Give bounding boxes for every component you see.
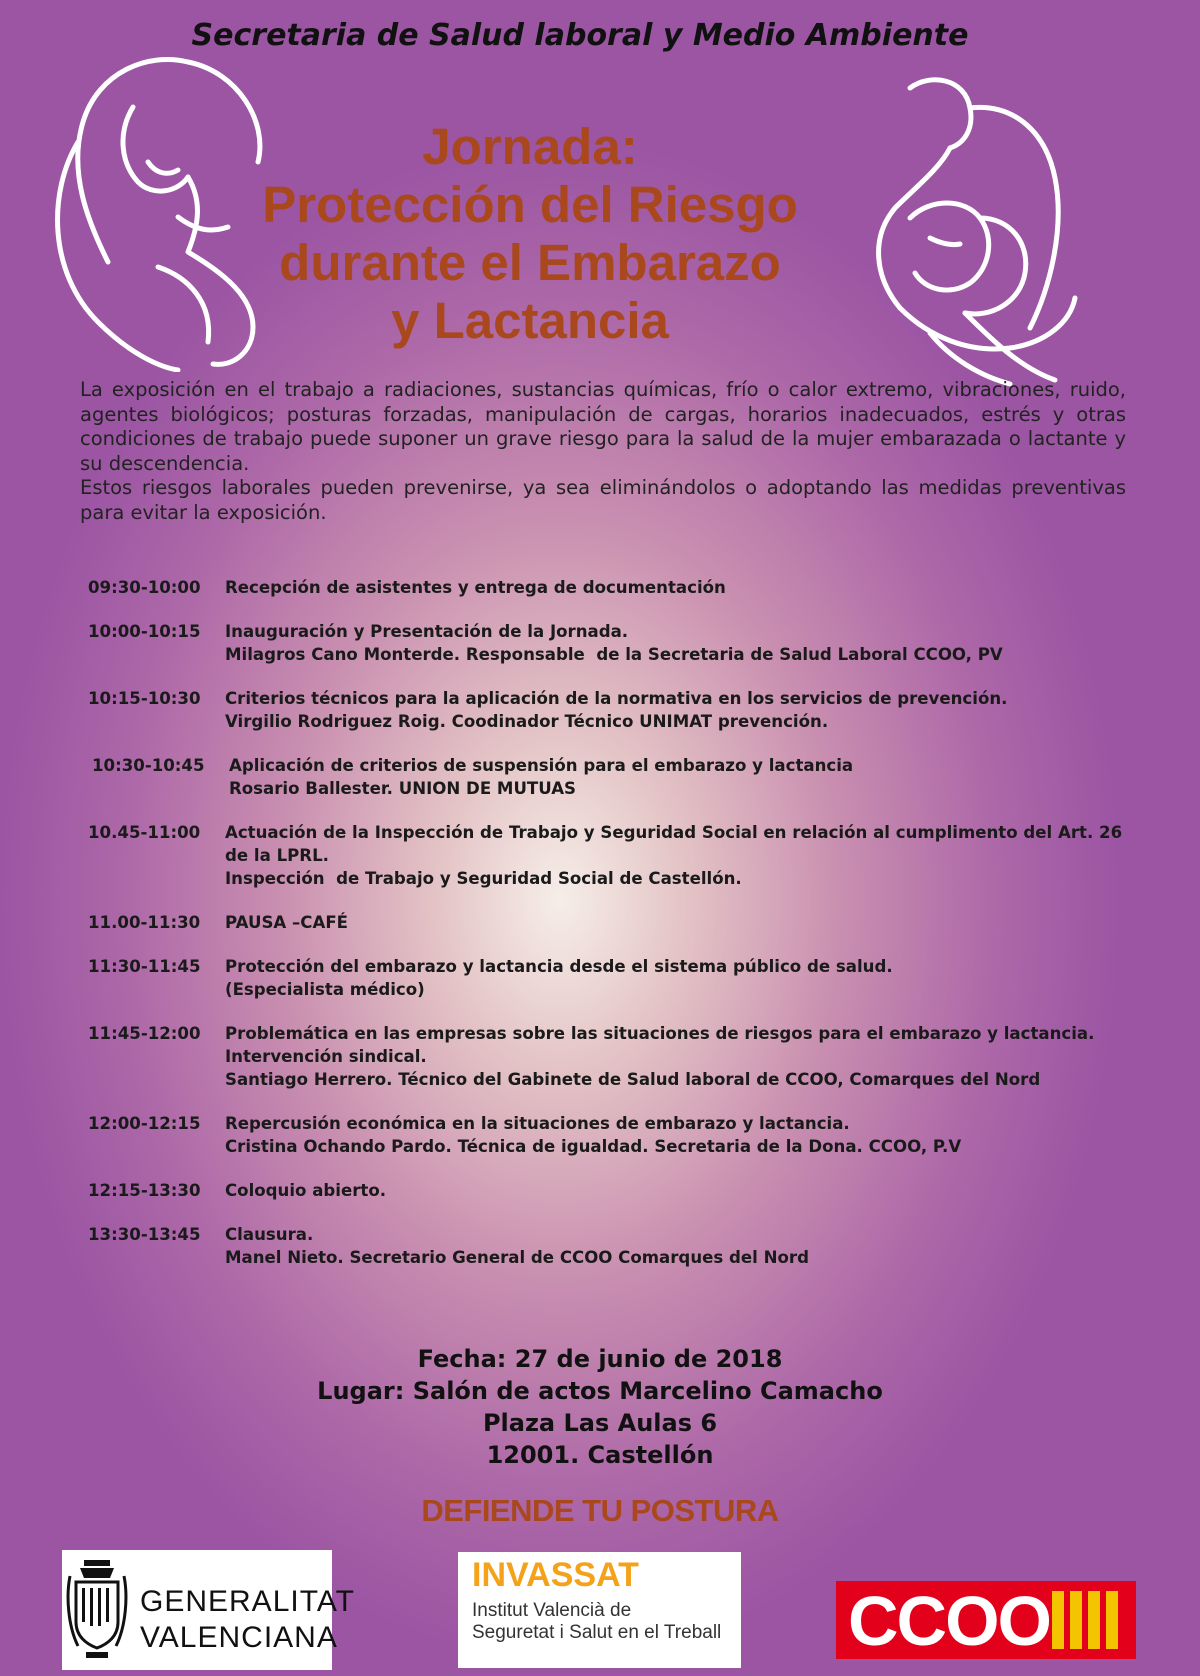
agenda-speaker: Manel Nieto. Secretario General de CCOO Comarques del Nord (225, 1248, 809, 1267)
title-line-2: Protección del Riesgo (262, 176, 798, 233)
title-line-3: durante el Embarazo (279, 234, 781, 291)
generalitat-valenciana-logo (62, 1550, 355, 1670)
agenda-title: Actuación de la Inspección de Trabajo y Seguridad Social en relación al cumplimento del Art. 26 de la LPRL. (225, 823, 1128, 865)
agenda-time: 11.00-11:30 (88, 913, 201, 932)
agenda-speaker: Inspección de Trabajo y Seguridad Social de Castellón. (225, 869, 742, 888)
title-line-4: y Lactancia (391, 292, 669, 349)
agenda-title: Criterios técnicos para la aplicación de la normativa en los servicios de prevención. (225, 689, 1008, 708)
agenda-time: 12:00-12:15 (88, 1114, 201, 1133)
agenda-time: 09:30-10:00 (88, 578, 201, 597)
event-title (150, 118, 910, 350)
title-line-1: Jornada: (422, 118, 638, 175)
agenda-title: Inauguración y Presentación de la Jornada. (225, 622, 629, 641)
invassat-logo (458, 1552, 741, 1668)
agenda-item (88, 576, 1148, 599)
agenda-item (88, 955, 1148, 1001)
invassat-line-1: Institut Valencià de (472, 1600, 632, 1621)
agenda-item (88, 1223, 1148, 1269)
agenda-time: 11:45-12:00 (88, 1024, 201, 1043)
agenda-speaker: Cristina Ochando Pardo. Técnica de igualdad. Secretaria de la Dona. CCOO, P.V (225, 1137, 962, 1156)
ccoo-wordmark: CCOO (848, 1582, 1050, 1659)
agenda-time: 11:30-11:45 (88, 957, 201, 976)
agenda-speaker: Milagros Cano Monterde. Responsable de la Secretaria de Salud Laboral CCOO, PV (225, 645, 1003, 664)
invassat-subtitle (472, 1600, 721, 1644)
agenda-title: Problemática en las empresas sobre las situaciones de riesgos para el embarazo y lactancia. Intervención sindical. (225, 1024, 1101, 1066)
agenda-speaker: Rosario Ballester. UNION DE MUTUAS (229, 779, 576, 798)
gv-line-1: GENERALITAT (140, 1585, 355, 1618)
agenda-time: 10:00-10:15 (88, 622, 201, 641)
invassat-line-2: Seguretat i Salut en el Treball (472, 1622, 722, 1643)
agenda-item (88, 1112, 1148, 1158)
event-address: Plaza Las Aulas 6 (482, 1409, 718, 1437)
agenda-item (88, 821, 1148, 890)
agenda-speaker: (Especialista médico) (225, 980, 425, 999)
agenda-title: Clausura. (225, 1225, 314, 1244)
agenda-title: Repercusión económica en la situaciones de embarazo y lactancia. (225, 1114, 850, 1133)
event-city: 12001. Castellón (486, 1441, 714, 1469)
agenda-time: 10:30-10:45 (92, 756, 205, 775)
event-place: Lugar: Salón de actos Marcelino Camacho (317, 1377, 883, 1405)
generalitat-text (140, 1584, 355, 1656)
agenda-time: 10.45-11:00 (88, 823, 201, 842)
coat-of-arms-icon (66, 1556, 128, 1664)
agenda-item (88, 687, 1148, 733)
intro-paragraph-2: Estos riesgos laborales pueden prevenirse, ya sea eliminándolos o adoptando las medidas preventivas para evitar la exposición. (80, 476, 1126, 524)
agenda-speaker: Virgilio Rodriguez Roig. Coodinador Técnico UNIMAT prevención. (225, 712, 829, 731)
intro-text (80, 378, 1126, 525)
slogan: DEFIENDE TU POSTURA (421, 1493, 779, 1528)
agenda-title: Protección del embarazo y lactancia desde el sistema público de salud. (225, 957, 893, 976)
agenda-time: 10:15-10:30 (88, 689, 201, 708)
agenda (88, 576, 1148, 1290)
agenda-item (88, 754, 1148, 800)
agenda-title: Aplicación de criterios de suspensión para el embarazo y lactancia (229, 756, 854, 775)
agenda-title: Recepción de asistentes y entrega de documentación (225, 578, 726, 597)
agenda-item (88, 911, 1148, 934)
ccoo-logo (836, 1581, 1136, 1659)
agenda-item (88, 1022, 1148, 1091)
agenda-item (88, 620, 1148, 666)
agenda-speaker: Santiago Herrero. Técnico del Gabinete de Salud laboral de CCOO, Comarques del Nord (225, 1070, 1041, 1089)
gv-line-2: VALENCIANA (140, 1621, 338, 1654)
event-info (0, 1343, 1200, 1471)
agenda-title: PAUSA –CAFÉ (225, 913, 349, 932)
invassat-name: INVASSAT (472, 1556, 639, 1594)
agenda-title: Coloquio abierto. (225, 1181, 387, 1200)
agenda-item (88, 1179, 1148, 1202)
agenda-time: 12:15-13:30 (88, 1181, 201, 1200)
event-date: Fecha: 27 de junio de 2018 (417, 1345, 783, 1373)
intro-paragraph-1: La exposición en el trabajo a radiaciones, sustancias químicas, frío o calor extremo, vibraciones, ruido, agentes biológicos; posturas forzadas, manipulación de cargas, horarios inadecuados, estrés y otras condiciones de trabajo puede suponer un grave riesgo para la salud de la mujer embarazada o lactante y su descendencia. (80, 378, 1126, 475)
secretariat-header: Secretaria de Salud laboral y Medio Ambiente (191, 18, 969, 53)
agenda-time: 13:30-13:45 (88, 1225, 201, 1244)
